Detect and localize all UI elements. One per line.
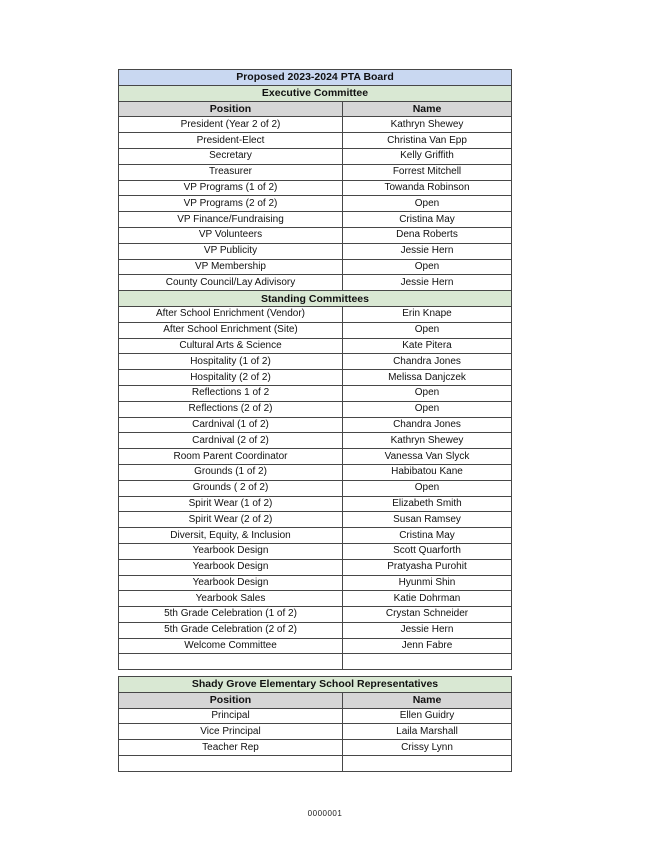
name-cell: Open [343,401,512,417]
table-row [119,677,512,693]
table-row [119,512,512,528]
table-row [119,259,512,275]
table-row [119,417,512,433]
position-cell: 5th Grade Celebration (2 of 2) [119,622,343,638]
name-cell: Crystan Schneider [343,607,512,623]
name-cell: Susan Ramsey [343,512,512,528]
name-cell: Kathryn Shewey [343,433,512,449]
name-cell: Jessie Hern [343,243,512,259]
position-cell: Hospitality (2 of 2) [119,370,343,386]
position-cell: Secretary [119,148,343,164]
name-cell: Erin Knape [343,306,512,322]
table-row [119,70,512,86]
table-row [119,464,512,480]
position-cell: President (Year 2 of 2) [119,117,343,133]
table-row [119,180,512,196]
column-header-position: Position [119,692,343,708]
name-cell: Elizabeth Smith [343,496,512,512]
name-cell: Katie Dohrman [343,591,512,607]
position-cell: Hospitality (1 of 2) [119,354,343,370]
position-cell: Treasurer [119,164,343,180]
name-cell: Hyunmi Shin [343,575,512,591]
name-cell: Cristina May [343,528,512,544]
table-row [119,212,512,228]
table-row [119,370,512,386]
name-cell: Open [343,196,512,212]
table-row [119,101,512,117]
table-row [119,480,512,496]
table-row [119,117,512,133]
position-cell [119,755,343,771]
name-cell: Laila Marshall [343,724,512,740]
table-row [119,708,512,724]
name-cell: Forrest Mitchell [343,164,512,180]
name-cell: Chandra Jones [343,417,512,433]
table-row [119,433,512,449]
position-cell: Grounds (1 of 2) [119,464,343,480]
position-cell: Grounds ( 2 of 2) [119,480,343,496]
position-cell: VP Programs (1 of 2) [119,180,343,196]
name-cell: Towanda Robinson [343,180,512,196]
column-header-name: Name [343,692,512,708]
position-cell: Welcome Committee [119,638,343,654]
table-row [119,654,512,670]
position-cell: Yearbook Design [119,543,343,559]
position-cell: After School Enrichment (Site) [119,322,343,338]
table-row [119,622,512,638]
position-cell: President-Elect [119,133,343,149]
position-cell: Teacher Rep [119,740,343,756]
table-row [119,164,512,180]
table-row [119,724,512,740]
name-cell: Chandra Jones [343,354,512,370]
position-cell: Cardnival (2 of 2) [119,433,343,449]
position-cell: After School Enrichment (Vendor) [119,306,343,322]
position-cell: Vice Principal [119,724,343,740]
page-number: 0000001 [307,809,343,818]
position-cell: Room Parent Coordinator [119,449,343,465]
name-cell: Pratyasha Purohit [343,559,512,575]
column-header-name: Name [343,101,512,117]
name-cell: Crissy Lynn [343,740,512,756]
name-cell: Kelly Griffith [343,148,512,164]
table-row [119,243,512,259]
table-row [119,338,512,354]
table-row [119,543,512,559]
position-cell: Principal [119,708,343,724]
table-row [119,638,512,654]
column-header-position: Position [119,101,343,117]
position-cell: Spirit Wear (1 of 2) [119,496,343,512]
table-row [119,755,512,771]
table-row [119,322,512,338]
table-row [119,449,512,465]
name-cell: Kathryn Shewey [343,117,512,133]
school-representatives-table [118,676,512,772]
table-row [119,385,512,401]
name-cell: Scott Quarforth [343,543,512,559]
position-cell: Yearbook Design [119,559,343,575]
table-row [119,575,512,591]
position-cell: Spirit Wear (2 of 2) [119,512,343,528]
table-row [119,740,512,756]
position-cell: VP Publicity [119,243,343,259]
name-cell: Melissa Danjczek [343,370,512,386]
table-row [119,275,512,291]
name-cell [343,755,512,771]
name-cell [343,654,512,670]
name-cell: Jenn Fabre [343,638,512,654]
table-row [119,528,512,544]
name-cell: Open [343,259,512,275]
name-cell: Dena Roberts [343,227,512,243]
table-row [119,607,512,623]
section-header: Standing Committees [119,291,512,307]
name-cell: Open [343,480,512,496]
section-header: Shady Grove Elementary School Representatives [119,677,512,693]
position-cell: 5th Grade Celebration (1 of 2) [119,607,343,623]
table-row [119,306,512,322]
pta-board-table [118,69,512,670]
table-row [119,692,512,708]
table-row [119,591,512,607]
position-cell: Reflections 1 of 2 [119,385,343,401]
table-row [119,133,512,149]
name-cell: Vanessa Van Slyck [343,449,512,465]
table-row [119,401,512,417]
position-cell: VP Programs (2 of 2) [119,196,343,212]
position-cell: Reflections (2 of 2) [119,401,343,417]
position-cell: Cultural Arts & Science [119,338,343,354]
name-cell: Cristina May [343,212,512,228]
table-row [119,227,512,243]
name-cell: Christina Van Epp [343,133,512,149]
position-cell: VP Volunteers [119,227,343,243]
name-cell: Ellen Guidry [343,708,512,724]
table-title: Proposed 2023-2024 PTA Board [119,70,512,86]
name-cell: Open [343,322,512,338]
position-cell: Yearbook Design [119,575,343,591]
table-row [119,559,512,575]
position-cell: Diversit, Equity, & Inclusion [119,528,343,544]
section-header: Executive Committee [119,85,512,101]
name-cell: Kate Pitera [343,338,512,354]
position-cell: Yearbook Sales [119,591,343,607]
name-cell: Habibatou Kane [343,464,512,480]
table-row [119,85,512,101]
position-cell: VP Membership [119,259,343,275]
name-cell: Jessie Hern [343,275,512,291]
table-row [119,354,512,370]
position-cell: County Council/Lay Adivisory [119,275,343,291]
table-row [119,148,512,164]
name-cell: Open [343,385,512,401]
table-row [119,496,512,512]
name-cell: Jessie Hern [343,622,512,638]
table-row [119,196,512,212]
table-row [119,291,512,307]
position-cell: Cardnival (1 of 2) [119,417,343,433]
position-cell [119,654,343,670]
position-cell: VP Finance/Fundraising [119,212,343,228]
